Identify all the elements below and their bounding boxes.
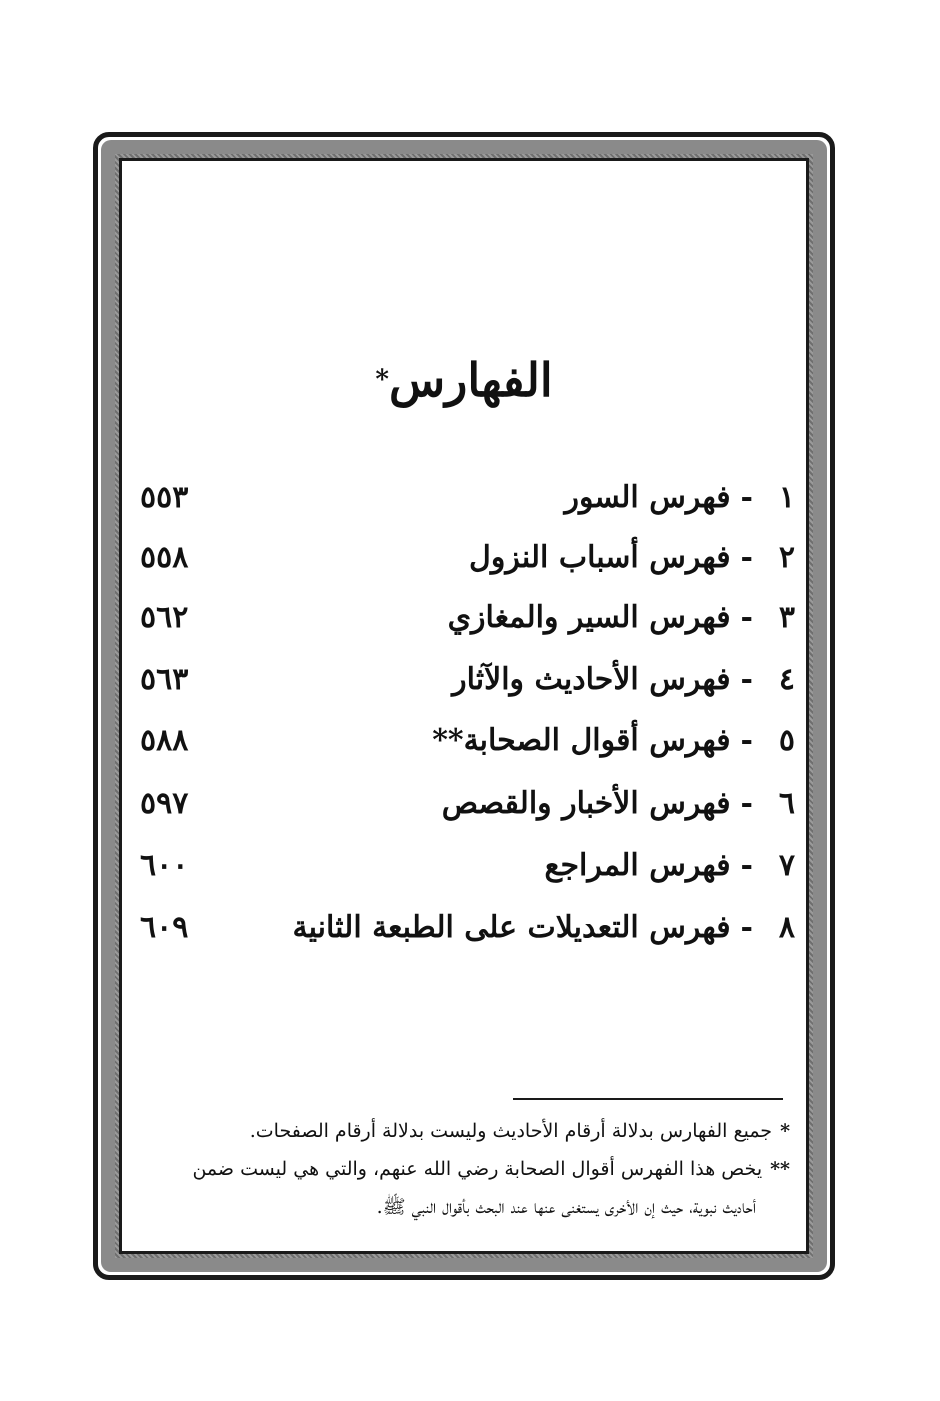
toc-entry — [140, 530, 795, 586]
toc-entry-page: ٥٥٨ — [140, 540, 189, 575]
toc-entry-number: ٥ — [778, 723, 795, 758]
toc-entry — [140, 470, 795, 526]
toc-entry — [140, 776, 795, 832]
toc-entry-number: ٣ — [778, 600, 795, 635]
toc-entry-separator: - — [740, 662, 753, 697]
toc-entry-separator: - — [740, 480, 753, 515]
footnote-divider — [513, 1098, 783, 1100]
toc-entry-title — [235, 652, 795, 708]
toc-entry-title — [235, 838, 795, 894]
toc-entry-separator: - — [740, 723, 753, 758]
toc-entry-title — [235, 900, 795, 956]
toc-entry-number: ٤ — [778, 662, 795, 697]
toc-entry-label: فهرس التعديلات على الطبعة الثانية — [292, 910, 731, 945]
toc-entry-separator: - — [740, 540, 753, 575]
toc-entry-separator: - — [740, 600, 753, 635]
footnote-single-star — [140, 1112, 790, 1150]
toc-entry-page: ٦٠٠ — [140, 848, 189, 883]
toc-entry-label: فهرس أسباب النزول — [469, 540, 731, 575]
footnote-marker: * — [780, 1120, 790, 1142]
toc-entry — [140, 900, 795, 956]
toc-entry-page: ٦٠٩ — [140, 910, 189, 945]
toc-entry-separator: - — [740, 910, 753, 945]
footnote-continuation-text: أحاديث نبوية، حيث إن الأخرى يستغنى عنها عند البحث بأقوال النبي ﷺ. — [376, 1196, 756, 1218]
toc-entry-title — [235, 530, 795, 586]
toc-entry-title — [235, 470, 795, 526]
toc-entry-page: ٥٦٢ — [140, 600, 189, 635]
footnote-double-star — [140, 1150, 790, 1188]
toc-entry-page: ٥٨٨ — [140, 723, 189, 758]
footnotes — [140, 1112, 790, 1226]
page-title-text: الفهارس — [388, 353, 553, 407]
title-footnote-marker: * — [375, 365, 389, 395]
toc-entry-number: ٦ — [778, 786, 795, 821]
toc-entry-number: ٧ — [778, 848, 795, 883]
toc-entry-number: ٨ — [778, 910, 795, 945]
toc-entry-page: ٥٥٣ — [140, 480, 189, 515]
footnote-text: يخص هذا الفهرس أقوال الصحابة رضي الله عنهم، والتي هي ليست ضمن — [192, 1158, 763, 1180]
toc-entry-page: ٥٩٧ — [140, 786, 189, 821]
page-title — [119, 350, 809, 410]
table-of-contents — [140, 470, 795, 970]
toc-entry-separator: - — [740, 848, 753, 883]
toc-entry-number: ١ — [778, 480, 795, 515]
toc-entry — [140, 713, 795, 769]
toc-entry-label: فهرس الأحاديث والآثار — [452, 662, 731, 697]
toc-entry-separator: - — [740, 786, 753, 821]
footnote-text: جميع الفهارس بدلالة أرقام الأحاديث وليست بدلالة أرقام الصفحات. — [249, 1120, 773, 1142]
toc-entry-label: فهرس السور — [564, 480, 731, 515]
toc-entry-label: فهرس السير والمغازي — [447, 600, 731, 635]
footnote-continuation — [140, 1188, 790, 1226]
toc-entry-number: ٢ — [778, 540, 795, 575]
toc-entry — [140, 590, 795, 646]
toc-entry — [140, 838, 795, 894]
footnote-marker: ** — [770, 1158, 790, 1180]
toc-entry-label: فهرس الأخبار والقصص — [441, 786, 731, 821]
toc-entry-title — [235, 713, 795, 769]
toc-entry-label: فهرس أقوال الصحابة** — [432, 723, 731, 758]
toc-entry — [140, 652, 795, 708]
toc-entry-title — [235, 776, 795, 832]
toc-entry-title — [235, 590, 795, 646]
toc-entry-label: فهرس المراجع — [544, 848, 731, 883]
toc-entry-page: ٥٦٣ — [140, 662, 189, 697]
